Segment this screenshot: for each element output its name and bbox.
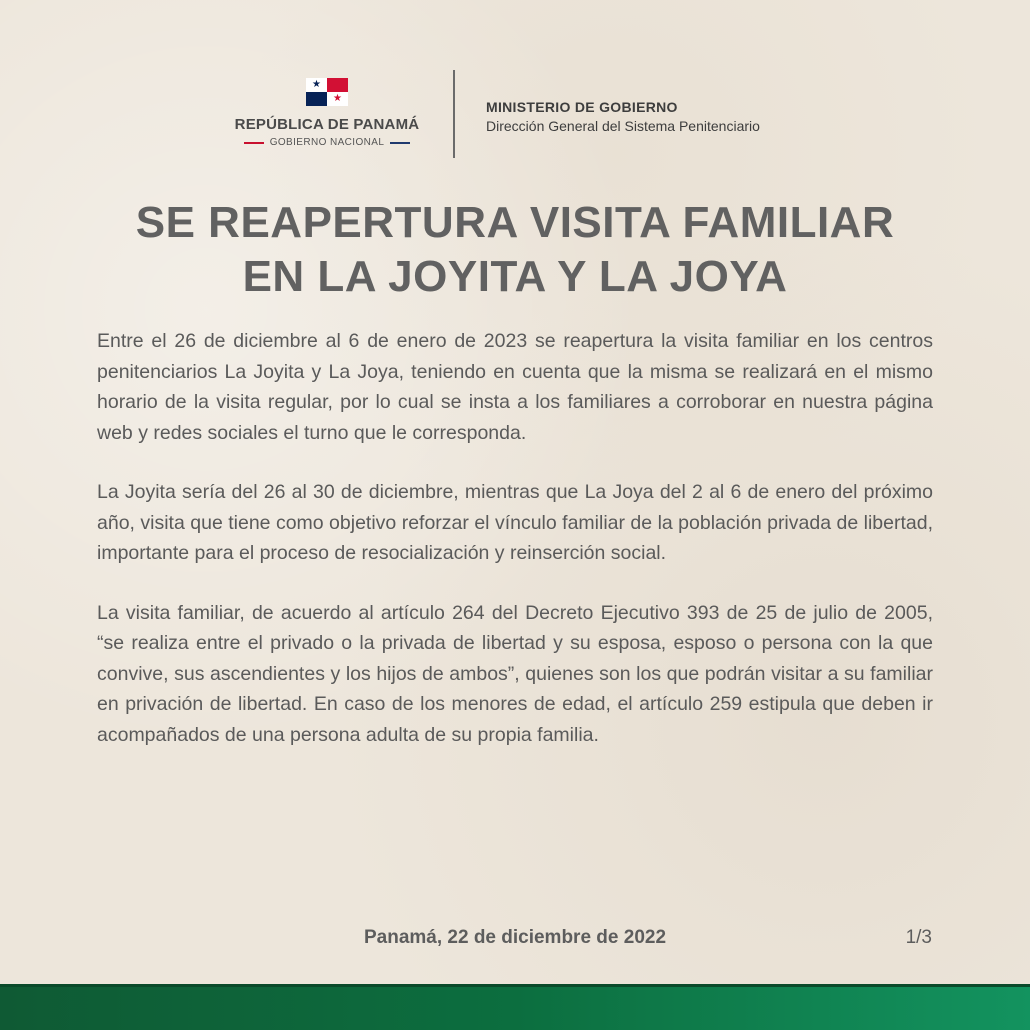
paragraph-3: La visita familiar, de acuerdo al artículo 264 del Decreto Ejecutivo 393 de 25 de julio de 2005, “se realiza entre el privado o la privada de libertad y su esposa, esposo o persona con la que convive, sus ascendientes y los hijos de ambos”, quienes son los que podrán visitar a su familiar en privación de libertad. En caso de los menores de edad, el artículo 259 estipula que deben ir acompañados de una persona adulta de su propia familia. bbox=[97, 601, 933, 746]
title-line-1: SE REAPERTURA VISITA FAMILIAR bbox=[135, 198, 895, 247]
government-line bbox=[222, 137, 432, 148]
republic-name: REPÚBLICA DE PANAMÁ bbox=[234, 116, 420, 133]
red-dash bbox=[244, 142, 264, 144]
footer-date: Panamá, 22 de diciembre de 2022 bbox=[363, 927, 667, 948]
ministry-subtitle: Dirección General del Sistema Penitenciario bbox=[486, 118, 760, 134]
government-label: GOBIERNO NACIONAL bbox=[269, 137, 385, 148]
ministry-title: MINISTERIO DE GOBIERNO bbox=[486, 99, 678, 115]
ministry-block bbox=[486, 99, 760, 134]
page-number: 1/3 bbox=[905, 927, 932, 948]
body-text bbox=[97, 326, 933, 779]
blue-dash bbox=[390, 142, 410, 144]
title-line-2: EN LA JOYITA Y LA JOYA bbox=[242, 252, 788, 301]
header-divider bbox=[453, 70, 455, 158]
panama-flag-icon: ★ ★ bbox=[306, 78, 348, 106]
paragraph-2: La Joyita sería del 26 al 30 de diciembre, mientras que La Joya del 2 al 6 de enero del próximo año, visita que tiene como objetivo reforzar el vínculo familiar de la población privada de libertad, importante para el proceso de resocialización y reinserción social. bbox=[97, 481, 933, 564]
page-title bbox=[0, 196, 1030, 304]
republic-logo bbox=[222, 78, 432, 148]
paragraph-1: Entre el 26 de diciembre al 6 de enero de 2023 se reapertura la visita familiar en los centros penitenciarios La Joyita y La Joya, teniendo en cuenta que la misma se realizará en el mismo horario de la visita regular, por lo cual se insta a los familiares a corroborar en nuestra página web y redes sociales el turno que le corresponda. bbox=[97, 330, 933, 444]
footer-green-bar bbox=[0, 984, 1030, 1030]
